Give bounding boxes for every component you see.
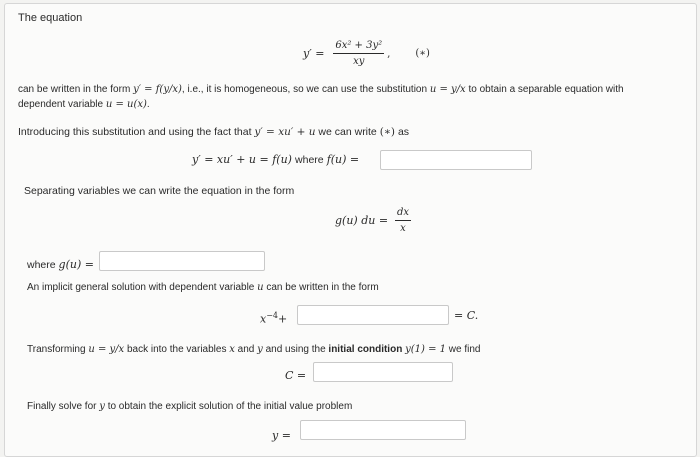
where-gu <box>27 258 94 271</box>
where-g-label: g(u) = <box>58 258 94 271</box>
final-text-b: to obtain the explicit solution of the initial value problem <box>107 401 353 412</box>
y-answer-input[interactable] <box>300 420 466 440</box>
eq2-f-label: f(u) = <box>326 153 360 166</box>
transform-text <box>27 344 480 355</box>
main-eq-fraction <box>333 40 384 67</box>
paragraph-substitution <box>18 126 409 138</box>
separating-text: Separating variables we can write the equation in the form <box>24 185 295 197</box>
eq3-lhs: g(u) du = <box>335 214 389 227</box>
para1-text-d: dependent variable <box>18 99 104 110</box>
para1-dep-math: u = u(x) <box>105 99 147 110</box>
main-equation <box>303 40 430 67</box>
eq4-rhs: = C. <box>454 309 479 322</box>
transform-bold: initial condition <box>328 344 403 355</box>
transform-text-c: and using the <box>265 344 326 355</box>
eq3-fraction <box>395 207 411 234</box>
transform-y: y <box>257 344 263 355</box>
implicit-text <box>27 282 379 293</box>
eq2-where: where <box>295 154 324 166</box>
para1-subs-math: u = y/x <box>429 84 466 95</box>
eq4-x: x <box>260 312 267 326</box>
para2-fact-math: y′ = xu′ + u <box>254 126 316 138</box>
implicit-text-a: An implicit general solution with dependent variable <box>27 282 255 293</box>
gu-answer-input[interactable] <box>99 251 265 271</box>
eq3-numerator: dx <box>395 207 411 221</box>
question-title: The equation <box>18 12 83 24</box>
c-answer-input[interactable] <box>313 362 453 382</box>
para1-text-a: can be written in the form <box>18 84 131 95</box>
para2-tag: (∗) <box>379 126 396 138</box>
transform-text-a: Transforming <box>27 344 86 355</box>
transform-text-b: back into the variables <box>126 344 227 355</box>
equation-separated <box>335 207 411 234</box>
transform-ic-math: y(1) = 1 <box>405 344 447 355</box>
eq3-denominator: x <box>400 223 406 234</box>
final-y: y <box>99 401 105 412</box>
eq4-exponent: −4 <box>266 311 279 320</box>
final-text <box>27 401 352 412</box>
paragraph-form <box>18 84 624 95</box>
para2-text-a: Introducing this substitution and using the fact that <box>18 126 252 138</box>
transform-and: and <box>237 344 255 355</box>
implicit-answer-input[interactable] <box>297 305 449 325</box>
paragraph-form-line2 <box>18 99 150 110</box>
para2-text-c: as <box>397 126 410 138</box>
main-eq-lhs: y′ = <box>303 47 325 60</box>
eq4-plus: + <box>278 312 288 326</box>
fu-answer-input[interactable] <box>380 150 532 170</box>
para2-text-b: we can write <box>318 126 377 138</box>
where-g-text: where <box>27 259 56 271</box>
equation-implicit <box>260 311 287 326</box>
para1-text-e: . <box>146 99 150 110</box>
para1-form-math: y′ = f(y/x) <box>133 84 182 95</box>
main-eq-tag: (∗) <box>415 48 430 59</box>
y-label: y = <box>272 429 291 442</box>
implicit-text-b: can be written in the form <box>266 282 379 293</box>
transform-sub-math: u = y/x <box>88 344 125 355</box>
eq2-lhs: y′ = xu′ + u = f(u) <box>192 153 292 166</box>
main-eq-numerator: 6x² + 3y² <box>333 40 384 54</box>
implicit-var: u <box>257 282 264 293</box>
final-text-a: Finally solve for <box>27 401 97 412</box>
para1-text-b: , i.e., it is homogeneous, so we can use the substitution <box>181 84 428 95</box>
transform-text-d: we find <box>448 344 481 355</box>
c-label: C = <box>285 369 307 382</box>
transform-x: x <box>229 344 235 355</box>
main-eq-denominator: xy <box>353 56 365 67</box>
main-eq-comma: , <box>387 47 391 60</box>
para1-text-c: to obtain a separable equation with <box>468 84 624 95</box>
equation-fu <box>192 153 359 166</box>
